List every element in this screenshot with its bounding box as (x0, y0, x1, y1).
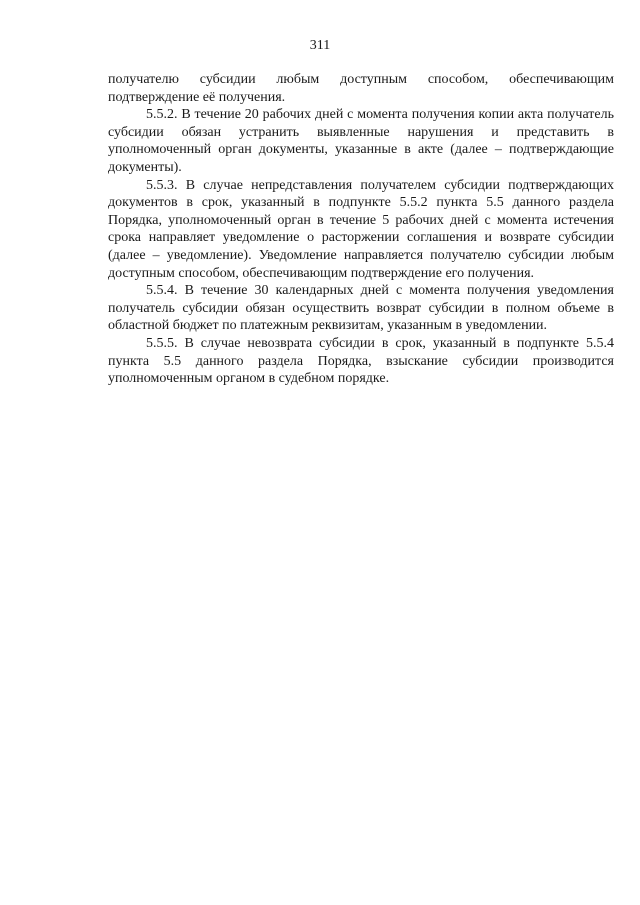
paragraph-5-5-5: 5.5.5. В случае невозврата субсидии в срок, указанный в подпункте 5.5.4 пункта 5.5 данного раздела Порядка, взыскание субсидии производится уполномоченным органом в судебном порядке. (108, 335, 614, 387)
document-body (108, 71, 614, 388)
paragraph-5-5-2: 5.5.2. В течение 20 рабочих дней с момента получения копии акта получатель субсидии обязан устранить выявленные нарушения и представить в уполномоченный орган документы, указанные в акте (далее – подтверждающие документы). (108, 107, 614, 175)
paragraph-5-5-4: 5.5.4. В течение 30 календарных дней с момента получения уведомления получатель субсидии обязан осуществить возврат субсидии в полном объеме в областной бюджет по платежным реквизитам, указанным в уведомлении. (108, 283, 614, 334)
paragraph-5-5-3: 5.5.3. В случае непредставления получателем субсидии подтверждающих документов в срок, указанный в подпункте 5.5.2 пункта 5.5 данного раздела Порядка, уполномоченный орган в течение 5 рабочих дней с момента истечения срока направляет уведомление о расторжении соглашения и возврате субсидии (далее – уведомление). Уведомление направляется получателю субсидии любым доступным способом, обеспечивающим подтверждение его получения. (108, 177, 614, 281)
page-number: 311 (309, 38, 331, 53)
paragraph-continuation: получателю субсидии любым доступным способом, обеспечивающим подтверждение её получения. (108, 72, 614, 105)
